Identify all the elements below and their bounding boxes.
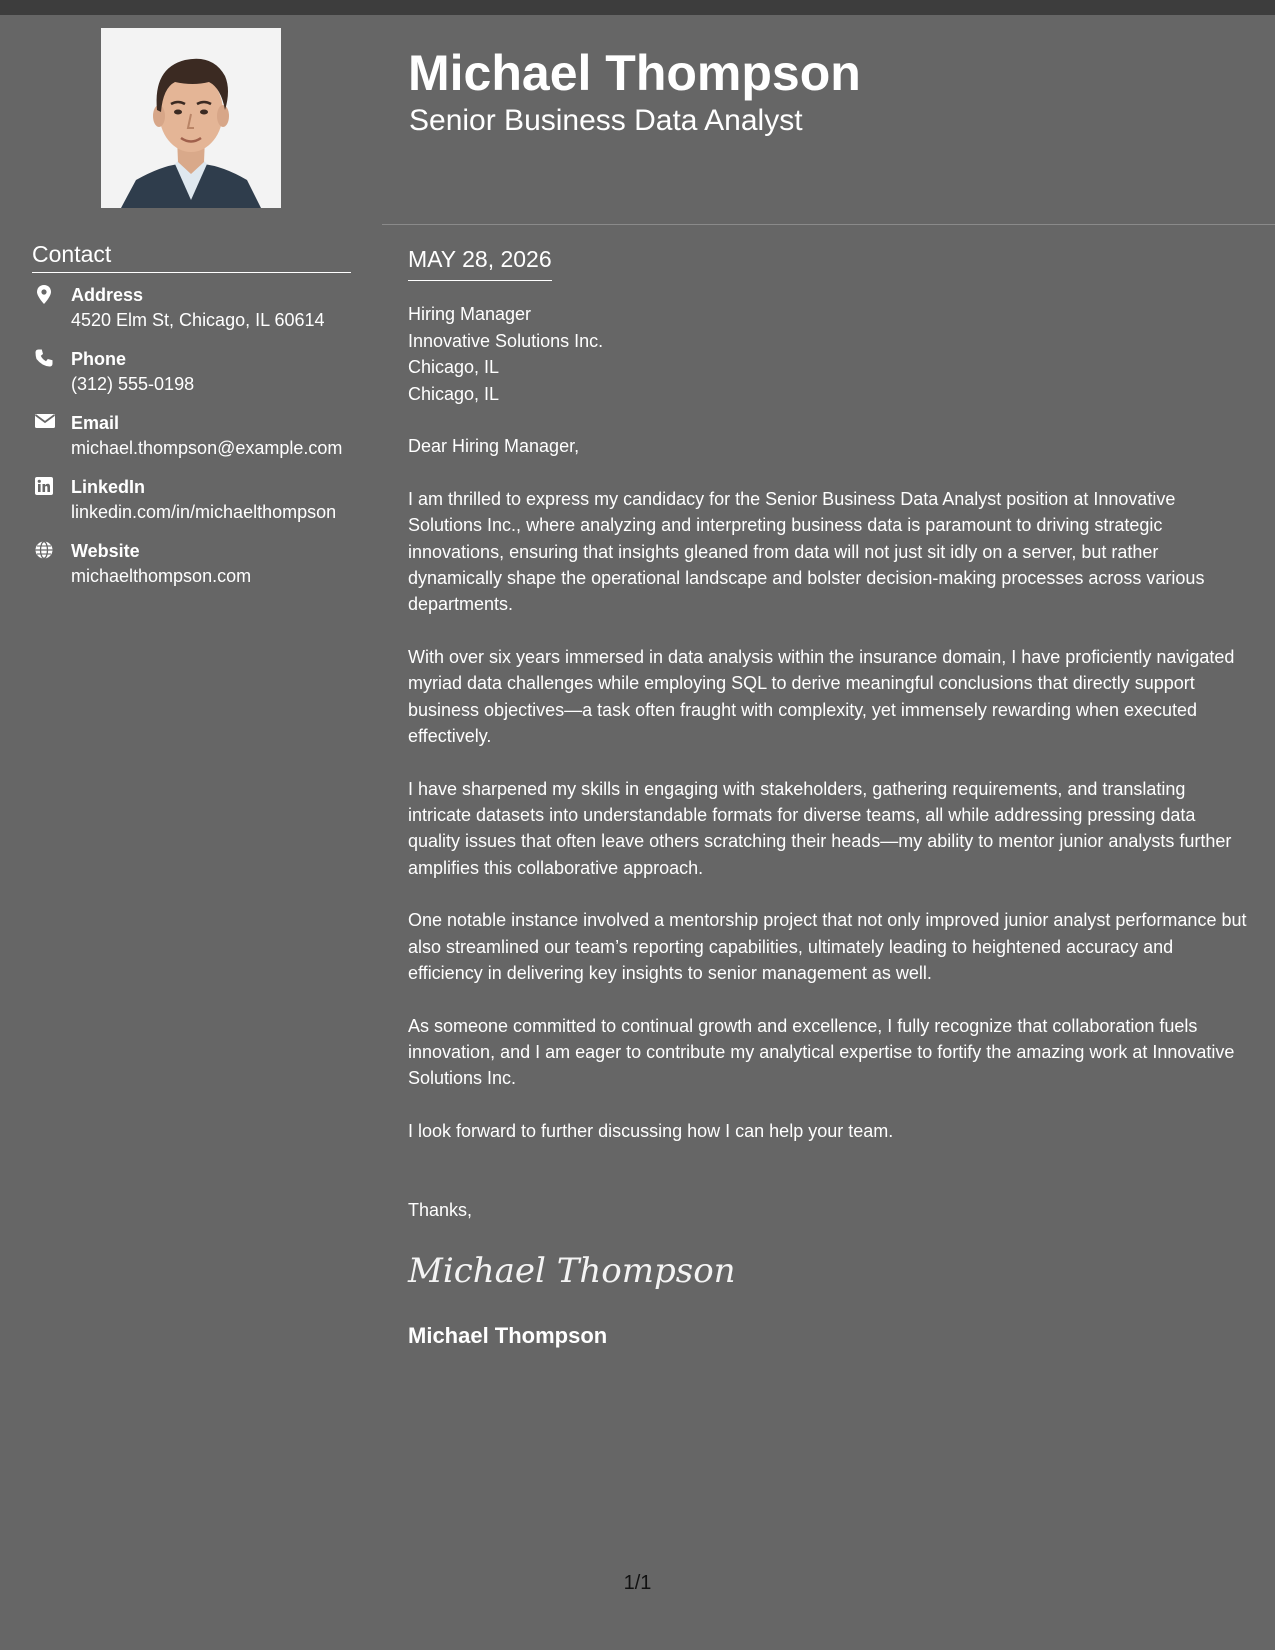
phone-label: Phone [71, 349, 127, 369]
envelope-icon [35, 413, 53, 431]
linkedin-icon [35, 477, 53, 495]
email-value[interactable]: michael.thompson@example.com [71, 438, 343, 458]
contact-item-website [32, 539, 352, 589]
job-title: Senior Business Data Analyst [409, 104, 803, 137]
header-divider [382, 224, 1275, 225]
portrait-illustration [101, 28, 281, 208]
contact-item-phone [32, 347, 352, 397]
contact-item-address [32, 283, 352, 333]
cover-letter-body [408, 244, 1248, 1351]
email-label: Email [71, 413, 120, 433]
recipient-block [408, 301, 1248, 407]
body-paragraph: I look forward to further discussing how I can help your team. [408, 1121, 894, 1142]
letter-date: MAY 28, 2026 [408, 244, 552, 281]
body-paragraph: I have sharpened my skills in engaging with stakeholders, gathering requirements, and translating intricate datasets into understandable formats for diverse teams, all while addressing pressing data quality issues that often leave others scratching their heads—my ability to mentor junior analysts further amplifies this collaborative approach. [408, 778, 1232, 878]
contact-item-email [32, 411, 352, 461]
website-value[interactable]: michaelthompson.com [71, 566, 252, 586]
phone-value: (312) 555-0198 [71, 374, 195, 394]
recipient-line: Innovative Solutions Inc. [408, 330, 604, 351]
location-pin-icon [35, 285, 53, 303]
address-value: 4520 Elm St, Chicago, IL 60614 [71, 310, 325, 330]
profile-photo-avatar [101, 28, 281, 208]
contact-heading: Contact [32, 241, 351, 273]
contact-list [32, 283, 352, 603]
body-paragraph: One notable instance involved a mentorship project that not only improved junior analyst performance but also streamlined our team’s reporting capabilities, ultimately leading to heightened accuracy and efficiency in delivering key insights to senior management as well. [408, 910, 1247, 983]
website-label: Website [71, 541, 140, 561]
linkedin-label: LinkedIn [71, 477, 146, 497]
handwritten-signature: Michael Thompson [408, 1251, 736, 1292]
linkedin-value[interactable]: linkedin.com/in/michaelthompson [71, 502, 337, 522]
top-bar [0, 0, 1275, 15]
recipient-line: Chicago, IL [408, 357, 500, 377]
recipient-line: Chicago, IL [408, 383, 500, 404]
body-paragraph: I am thrilled to express my candidacy for the Senior Business Data Analyst position at Innovative Solutions Inc., where analyzing and interpreting business data is paramount to driving strategic innovations, ensuring that insights gleaned from data will not just sit idly on a server, but rather dynamically shape the operational landscape and bolster decision-making processes across various departments. [408, 489, 1205, 615]
recipient-line: Hiring Manager [408, 304, 532, 324]
closing: Thanks, [408, 1200, 473, 1221]
contact-item-linkedin [32, 475, 352, 525]
candidate-name: Michael Thompson [408, 45, 861, 101]
address-label: Address [71, 285, 144, 305]
salutation: Dear Hiring Manager, [408, 436, 580, 456]
globe-icon [35, 541, 53, 559]
page-number: 1/1 [623, 1572, 652, 1594]
signer-name: Michael Thompson [408, 1323, 608, 1349]
body-paragraph: With over six years immersed in data analysis within the insurance domain, I have proficiently navigated myriad data challenges while employing SQL to derive meaningful conclusions that directly support business objectives—a task often fraught with complexity, yet immensely rewarding when executed effectively. [408, 646, 1235, 746]
sidebar [0, 15, 382, 1650]
phone-icon [35, 349, 53, 367]
body-paragraph: As someone committed to continual growth and excellence, I fully recognize that collaboration fuels innovation, and I am eager to contribute my analytical expertise to fortify the amazing work at Innovative Solutions Inc. [408, 1015, 1235, 1089]
